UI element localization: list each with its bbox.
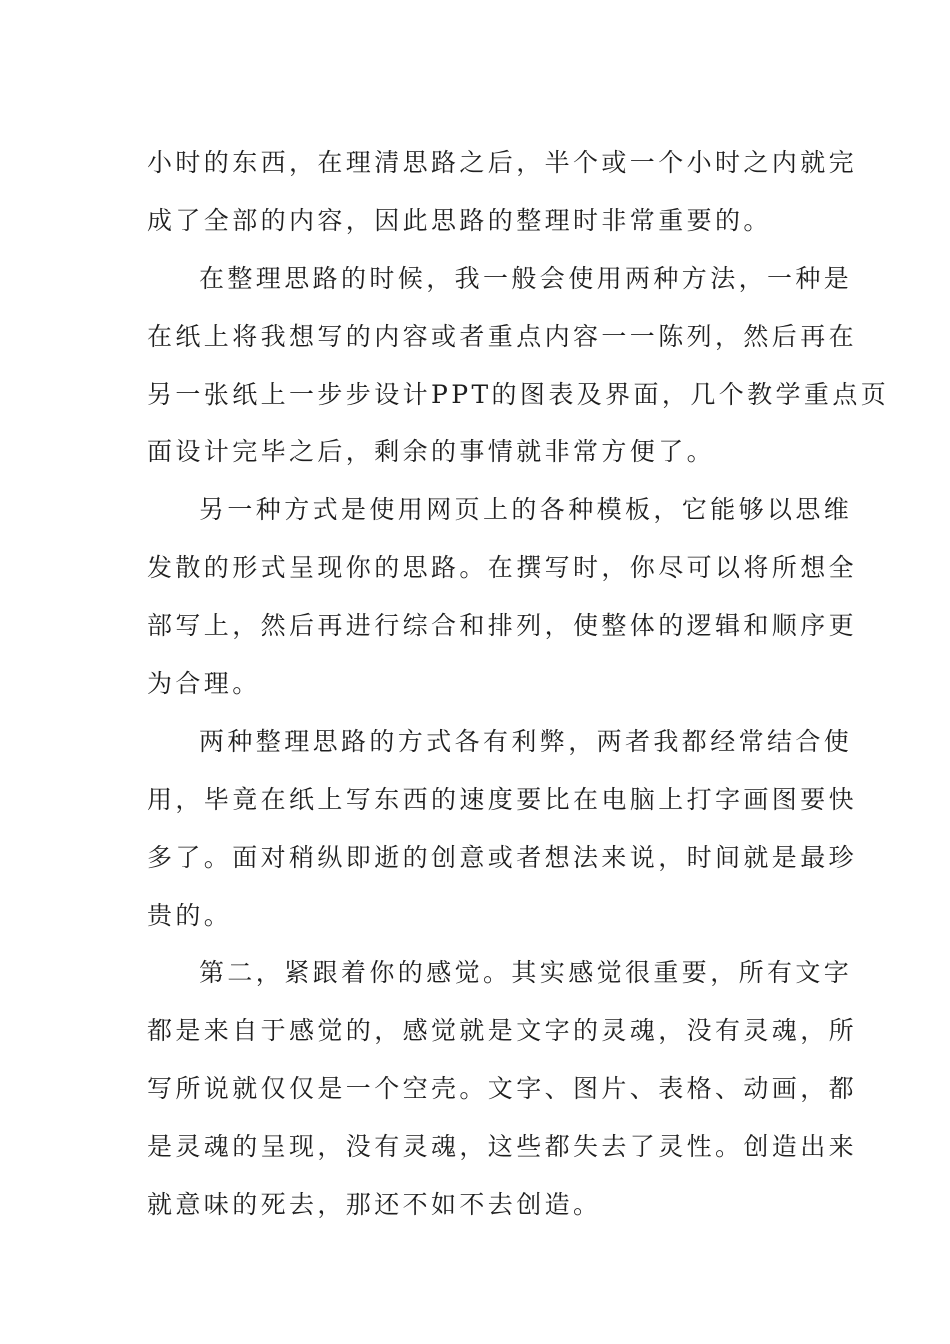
text-line: 多了。面对稍纵即逝的创意或者想法来说，时间就是最珍 (147, 842, 858, 872)
paragraph-start-line: 在整理思路的时候，我一般会使用两种方法，一种是 (199, 263, 853, 293)
text-line: 部写上，然后再进行综合和排列，使整体的逻辑和顺序更 (147, 611, 858, 641)
text-line: 就意味的死去，那还不如不去创造。 (147, 1190, 602, 1220)
paragraph-start-line: 两种整理思路的方式各有利弊，两者我都经常结合使 (199, 726, 853, 756)
body-text (147, 134, 890, 1234)
text-line: 面设计完毕之后，剩余的事情就非常方便了。 (147, 437, 716, 467)
text-line: 写所说就仅仅是一个空壳。文字、图片、表格、动画，都 (147, 1074, 858, 1104)
text-line: 为合理。 (147, 669, 261, 699)
text-line: 贵的。 (147, 900, 233, 930)
text-line: 成了全部的内容，因此思路的整理时非常重要的。 (147, 205, 772, 235)
text-line: 用，毕竟在纸上写东西的速度要比在电脑上打字画图要快 (147, 784, 858, 814)
text-line: 都是来自于感觉的，感觉就是文字的灵魂，没有灵魂，所 (147, 1016, 858, 1046)
text-line: 是灵魂的呈现，没有灵魂，这些都失去了灵性。创造出来 (147, 1132, 858, 1162)
text-line: 另一张纸上一步步设计PPT的图表及界面，几个教学重点页 (147, 379, 890, 409)
paragraph-start-line: 另一种方式是使用网页上的各种模板，它能够以思维 (199, 495, 853, 525)
text-line: 发散的形式呈现你的思路。在撰写时，你尽可以将所想全 (147, 553, 858, 583)
text-line: 在纸上将我想写的内容或者重点内容一一陈列，然后再在 (147, 321, 858, 351)
text-line: 小时的东西，在理清思路之后，半个或一个小时之内就完 (147, 148, 858, 177)
paragraph-start-line: 第二，紧跟着你的感觉。其实感觉很重要，所有文字 (199, 958, 853, 988)
